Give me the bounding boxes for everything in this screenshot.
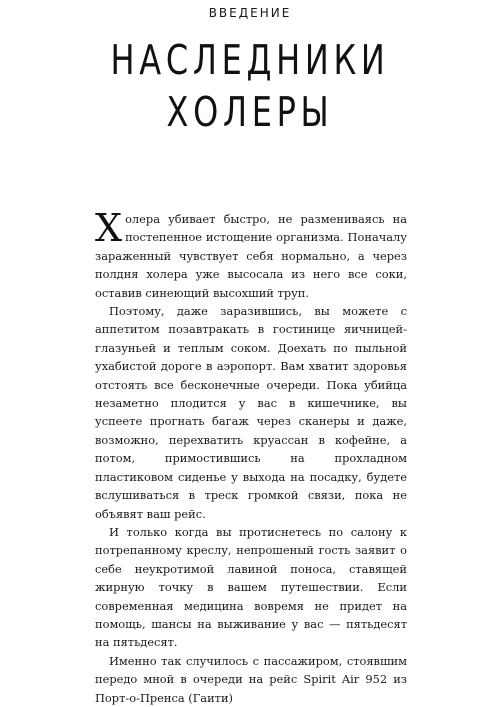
paragraph-3: И только когда вы протиснетесь по салону к потрепанному креслу, непрошеный гость заявит о себе неукротимой лавиной поноса, ставящей жирную точку в вашем путешествии. Если современная медицина вовремя не придет на помощь, шансы на выживание у вас — пятьдесят на пятьдесят. — [95, 524, 407, 650]
drop-cap: Х — [95, 206, 123, 250]
paragraph-1 — [95, 206, 407, 302]
paragraph-4: Именно так случилось с пассажиром, стоявшим передо мной в очереди на рейс Spirit Air 952 из Порт-о-Пренса (Гаити) — [95, 653, 407, 705]
chapter-title-line-2: ХОЛЕРЫ — [166, 88, 334, 136]
chapter-title — [55, 34, 445, 138]
body-text — [95, 206, 407, 707]
paragraph-1-text: олера убивает быстро, не размениваясь на постепенное истощение организма. Поначалу зараженный чувствует себя нормально, а через полдня холера уже высосала из него все соки, оставив синеющий высохший труп. — [95, 212, 407, 300]
paragraph-2: Поэтому, даже заразившись, вы можете с аппетитом позавтракать в гостинице яичницей-глазуньей и теплым соком. Доехать по пыльной ухабистой дороге в аэропорт. Вам хватит здоровья отстоять все бесконечные очереди. Пока убийца незаметно плодится у вас в кишечнике, вы успеете прогнать багаж через сканеры и даже, возможно, перехватить круассан в кофейне, а потом, примостившись на прохладном пластиковом сиденье у выхода на посадку, будете вслушиваться в треск громкой связи, пока не объявят ваш рейс. — [95, 304, 407, 521]
section-label: ВВЕДЕНИЕ — [208, 6, 292, 20]
chapter-title-line-1: НАСЛЕДНИКИ — [110, 36, 390, 84]
